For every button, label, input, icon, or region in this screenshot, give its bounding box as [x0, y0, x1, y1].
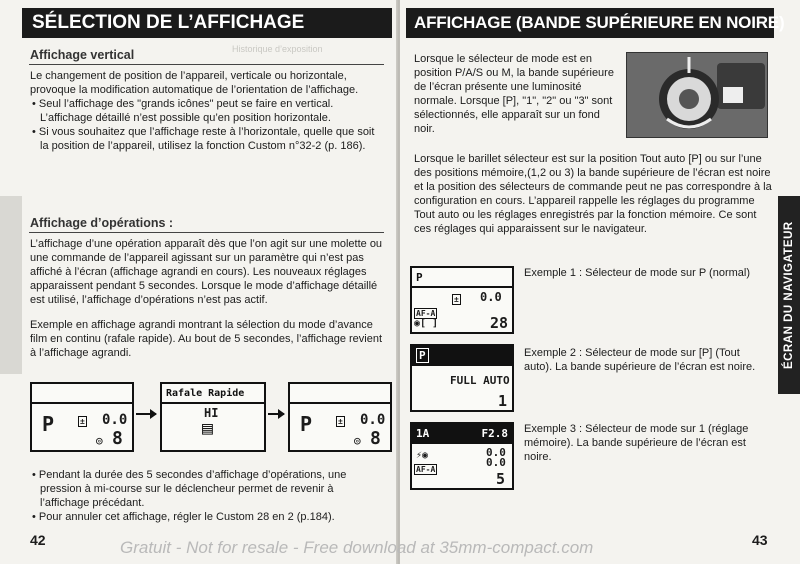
mode-dial-icon [627, 53, 768, 138]
af-mode-badge: AF-A [416, 465, 436, 474]
frame-counter: 8 [112, 428, 123, 449]
exposure-comp-icon: ± [338, 417, 343, 426]
section-divider [29, 232, 384, 233]
bottom-notes [30, 468, 382, 524]
page-number-left: 42 [30, 532, 46, 548]
exposure-value-2: 0.0 [486, 456, 506, 469]
arrow-icon [268, 413, 284, 415]
flash-icon: ⚡◉ [416, 450, 429, 461]
left-page-title: SÉLECTION DE L’AFFICHAGE [22, 8, 392, 38]
section-vertical-heading: Affichage vertical [30, 48, 135, 62]
exposure-value: 0.0 [102, 412, 128, 428]
lcd-top-band [290, 384, 390, 404]
lcd-top-band-black: 1A F2.8 [412, 424, 512, 444]
lcd-top-band-black: P [412, 346, 512, 366]
high-speed-label: HI [204, 406, 219, 420]
lcd-example-3 [410, 422, 514, 490]
page-number-right: 43 [752, 532, 768, 548]
frame-counter: 8 [370, 428, 381, 449]
exposure-value: 0.0 [360, 412, 386, 428]
bullet: • Si vous souhaitez que l’affichage reste à l’horizontale, quelle que soit la position de l’appareil, utilisez la fonction Custom n°32-2 (p. 186). [32, 126, 375, 152]
example-1-caption: Exemple 1 : Sélecteur de mode sur P (normal) [524, 267, 751, 279]
lcd-operation-label: Rafale Rapide [162, 384, 264, 404]
vertical-body-text: Le changement de position de l’appareil, verticale ou horizontale, provoque la modification automatique de l’orientation de l’affichage. [30, 70, 359, 96]
frame-counter: 1 [498, 392, 508, 410]
section-operations-heading: Affichage d’opérations : [30, 216, 174, 230]
mode-indicator: P [42, 412, 55, 436]
section-side-tab: ÉCRAN DU NAVIGATEUR [778, 196, 800, 394]
camera-mode-dial-illustration [626, 52, 768, 138]
section-operations-body: L’affichage d’une opération apparaît dès que l’on agit sur une molette ou une commande de l’appareil agissant sur un paramètre qui n’est pas affiché à l’écran (affichage agrandi en cours). Les nouveaux réglages apparaissent pendant 5 secondes. Lorsque le mode d’affichage détaillé est utilisé, l’affichage d’opérations n’est pas actif. [30, 238, 383, 306]
right-page-title: AFFICHAGE (BANDE SUPÉRIEURE EN NOIRE) [406, 8, 774, 38]
frame-counter: 5 [496, 470, 506, 488]
lcd-top-band [32, 384, 132, 404]
intro-text: Lorsque le sélecteur de mode est en position P/A/S ou M, la bande supérieure de l’écran présente une luminosité normale. Lorsque [P], "1", "2" ou "3" sont sélectionnés, elle apparaît sur un fond noir. [414, 53, 614, 135]
lcd-example-1 [410, 266, 514, 334]
bleed-through-tab [0, 196, 22, 374]
bleed-through-heading: Historique d’exposition [232, 44, 323, 54]
exposure-value-1: 0.0 [486, 446, 506, 459]
counter-icon: ◎ [96, 434, 103, 447]
counter-icon: ◎ [354, 434, 361, 447]
full-auto-label: FULL AUTO [450, 374, 510, 387]
section-divider [29, 64, 384, 65]
af-mode-badge: AF-A [416, 309, 436, 318]
arrow-icon [136, 413, 156, 415]
exposure-value: 0.0 [480, 290, 502, 304]
frame-counter: 28 [490, 314, 509, 332]
lcd-top-band-normal: P [412, 268, 512, 288]
exposure-comp-icon: ± [454, 295, 459, 304]
bullet: • Pour annuler cet affichage, régler le Custom 28 en 2 (p.184). [32, 511, 335, 523]
main-body-text: Lorsque le barillet sélecteur est sur la position Tout auto [P] ou sur l’une des positions mémoire,(1,2 ou 3) la bande supérieure de l’écran est noire et la position des sélecteurs de commande peut ne pas correspondre à la configuration en cours. L’appareil rappelle les réglages du programme Tout auto ou les réglages enregistrés par la fonction mémoire. Ce sont ces réglages qui apparaissent sur le navigateur. [414, 153, 772, 235]
lcd-example-2 [410, 344, 514, 412]
section-vertical-body [30, 69, 382, 153]
bullet: • Seul l’affichage des "grands icônes" peut se faire en vertical. L’affichage détaillé n’est possible qu’en position horizontale. [32, 98, 334, 124]
continuous-shooting-icon: ▤ [202, 418, 213, 439]
lcd-panel-operation [160, 382, 266, 452]
example-2-caption: Exemple 2 : Sélecteur de mode sur [P] (Tout auto). La bande supérieure de l’écran est noire. [524, 347, 756, 373]
lcd-panel-after [288, 382, 392, 452]
operations-example-text: Exemple en affichage agrandi montrant la sélection du mode d’avance film en continu (rafale rapide). Au bout de 5 secondes, l’affichage revient à l’affichage agrandi. [30, 319, 383, 359]
metering-icon: ◉[ ] [414, 318, 439, 329]
example-3-caption: Exemple 3 : Sélecteur de mode sur 1 (réglage mémoire). La bande supérieure de l’écran est noire. [524, 423, 749, 463]
left-page [0, 0, 398, 564]
exposure-comp-icon: ± [80, 417, 85, 426]
footer-watermark: Gratuit - Not for resale - Free download at 35mm-compact.com [120, 538, 594, 557]
mode-indicator: P [300, 412, 313, 436]
bullet: • Pendant la durée des 5 secondes d’affichage d’opérations, une pression à mi-course sur le déclencheur permet de revenir à l’affichage précédant. [32, 469, 347, 509]
lcd-panel-before [30, 382, 134, 452]
